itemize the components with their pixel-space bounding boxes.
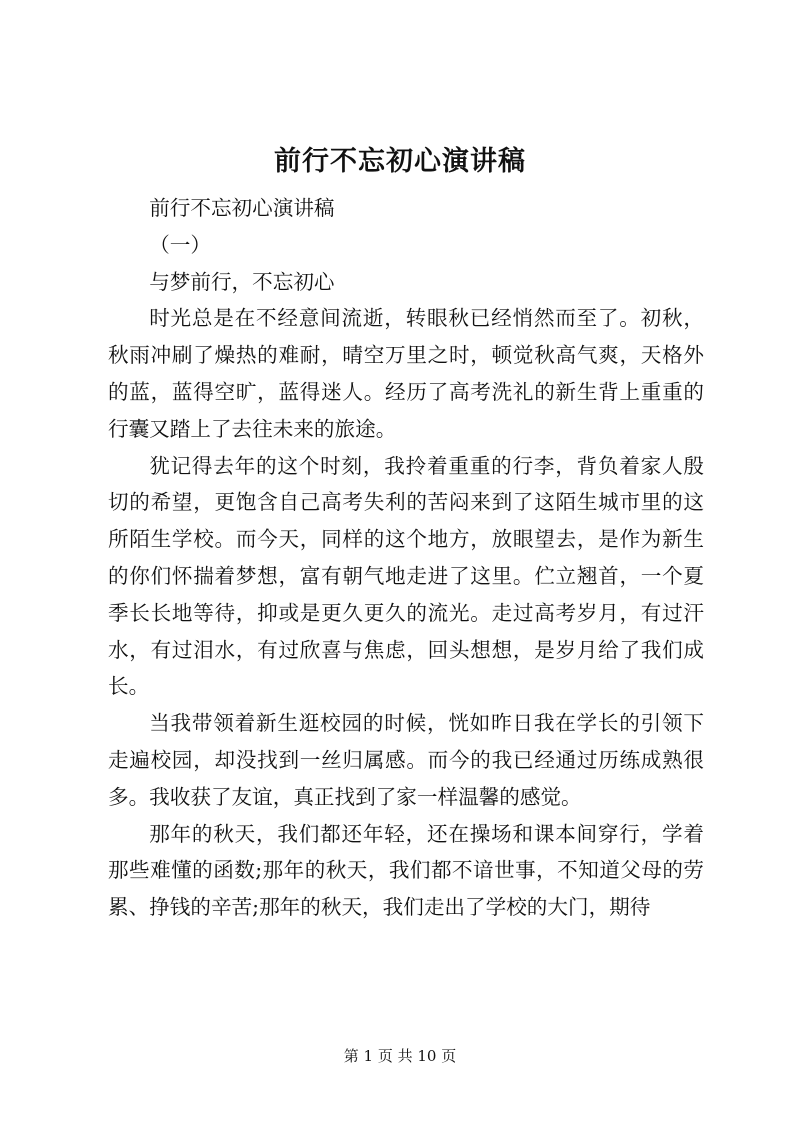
document-body <box>108 190 704 926</box>
document-title: 前行不忘初心演讲稿 <box>274 146 526 177</box>
paragraph-section-number: （一） <box>149 232 211 257</box>
page-footer: 第 1 页 共 10 页 <box>343 1047 457 1065</box>
paragraph-text: 当我带领着新生逛校园的时候，恍如昨日我在学长的引领下走遍校园，却没找到一丝归属感。而今的我已经通过历练成熟很多。我收获了友谊，真正找到了家一样温馨的感觉。 <box>108 711 704 809</box>
paragraph-text: 那年的秋天，我们都还年轻，还在操场和课本间穿行，学着那些难懂的函数;那年的秋天，我们都不谙世事，不知道父母的劳累、挣钱的辛苦;那年的秋天，我们走出了学校的大门，期待 <box>108 821 704 920</box>
paragraph-heading: 与梦前行，不忘初心 <box>149 269 335 294</box>
paragraph-text: 时光总是在不经意间流逝，转眼秋已经悄然而至了。初秋，秋雨冲刷了燥热的难耐，晴空万里之时，顿觉秋高气爽，天格外的蓝，蓝得空旷，蓝得迷人。经历了高考洗礼的新生背上重重的行囊又踏上了去往未来的旅途。 <box>108 306 704 441</box>
paragraph-text: 犹记得去年的这个时刻，我拎着重重的行李，背负着家人殷切的希望，更饱含自己高考失利的苦闷来到了这陌生城市里的这所陌生学校。而今天，同样的这个地方，放眼望去，是作为新生的你们怀揣着梦想，富有朝气地走进了这里。伫立翘首，一个夏季长长地等待，抑或是更久更久的流光。走过高考岁月，有过汗水，有过泪水，有过欣喜与焦虑，回头想想，是岁月给了我们成长。 <box>108 453 704 699</box>
paragraph-subtitle: 前行不忘初心演讲稿 <box>149 196 335 220</box>
